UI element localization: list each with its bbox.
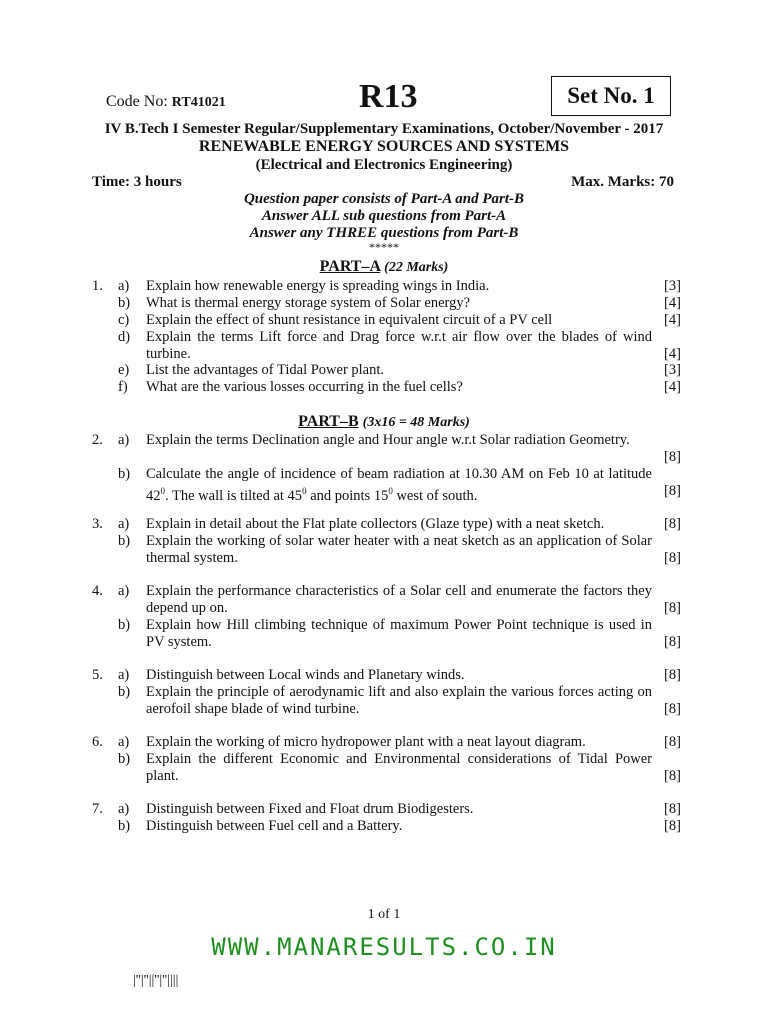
item-label: f): [118, 379, 128, 395]
question-number: 7.: [92, 801, 103, 817]
part-a-heading: [96, 258, 672, 276]
item-text: Distinguish between Fuel cell and a Battery.: [146, 818, 403, 834]
instruction-3: Answer any THREE questions from Part-B: [249, 225, 519, 241]
part-a-title: PART–A: [319, 258, 381, 275]
item-label: a): [118, 801, 130, 817]
item-marks: [8]: [664, 634, 681, 650]
item-text: Explain the working of micro hydropower plant with a neat layout diagram.: [146, 734, 586, 750]
item-label: b): [118, 751, 131, 767]
item-label: b): [118, 818, 131, 834]
instruction-1: Question paper consists of Part-A and Part-B: [243, 191, 525, 207]
item-text: Explain the terms Declination angle and Hour angle w.r.t Solar radiation Geometry.: [146, 432, 630, 448]
website-watermark: WWW.MANARESULTS.CO.IN: [211, 933, 557, 961]
item-label: b): [118, 617, 131, 633]
text-part: Calculate the angle of incidence of beam radiation at 10.30 AM on Feb 10 at latitude 42: [146, 466, 652, 504]
item-label: b): [118, 684, 131, 700]
item-marks: [8]: [664, 701, 681, 717]
question-number: 6.: [92, 734, 103, 750]
item-text: Explain the principle of aerodynamic lift and also explain the various forces acting on aerofoil shape blade of wind turbine.: [146, 684, 652, 717]
code-value: RT41021: [171, 95, 226, 110]
item-marks: [3]: [664, 362, 681, 378]
item-label: a): [118, 432, 130, 448]
question-number: 4.: [92, 583, 103, 599]
text-part: and points 15: [306, 487, 389, 504]
item-text: Explain how Hill climbing technique of maximum Power Point technique is used in PV system.: [146, 617, 652, 650]
item-label: a): [118, 583, 130, 599]
degree-sup: 0: [160, 485, 165, 496]
item-marks: [8]: [664, 768, 681, 784]
item-text: [146, 466, 652, 504]
item-marks: [4]: [664, 346, 681, 362]
item-marks: [8]: [664, 550, 681, 566]
part-b-marks: (3x16 = 48 Marks): [362, 415, 470, 430]
question-number: 3.: [92, 516, 103, 532]
degree-sup: 0: [388, 485, 393, 496]
degree-sup: 0: [302, 485, 307, 496]
item-label: a): [118, 278, 130, 294]
item-marks: [8]: [664, 734, 681, 750]
item-text: Distinguish between Fixed and Float drum Biodigesters.: [146, 801, 474, 817]
code-label: Code No:: [106, 93, 172, 110]
max-marks: Max. Marks: 70: [571, 174, 674, 190]
item-text: Explain the working of solar water heater with a neat sketch as an application of Solar thermal system.: [146, 533, 652, 566]
part-b-title: PART–B: [298, 413, 359, 430]
item-label: d): [118, 329, 131, 345]
time: Time: 3 hours: [92, 174, 182, 190]
question-number: 2.: [92, 432, 103, 448]
set-number-box: Set No. 1: [551, 76, 671, 116]
item-text: What are the various losses occurring in the fuel cells?: [146, 379, 463, 395]
page-number: 1 of 1: [367, 907, 401, 922]
exam-title: IV B.Tech I Semester Regular/Supplementary Examinations, October/November - 2017: [104, 121, 664, 137]
item-text: Explain in detail about the Flat plate collectors (Glaze type) with a neat sketch.: [146, 516, 605, 532]
item-marks: [8]: [664, 516, 681, 532]
stars-divider: *****: [369, 240, 399, 254]
item-label: e): [118, 362, 130, 378]
item-label: a): [118, 667, 130, 683]
item-text: Explain how renewable energy is spreading wings in India.: [146, 278, 490, 294]
item-marks: [8]: [664, 818, 681, 834]
item-marks: [8]: [664, 801, 681, 817]
item-marks: [4]: [664, 295, 681, 311]
item-marks: [4]: [664, 312, 681, 328]
part-b-heading: [96, 413, 672, 431]
subject-title: RENEWABLE ENERGY SOURCES AND SYSTEMS: [198, 138, 570, 155]
item-marks: [8]: [664, 449, 681, 465]
question-number: 1.: [92, 278, 103, 294]
item-label: a): [118, 516, 130, 532]
part-a-marks: (22 Marks): [384, 260, 449, 275]
text-part: . The wall is tilted at 45: [165, 487, 303, 504]
item-text: Explain the different Economic and Environmental considerations of Tidal Power plant.: [146, 751, 652, 784]
item-text: List the advantages of Tidal Power plant.: [146, 362, 385, 378]
item-marks: [8]: [664, 667, 681, 683]
question-number: 5.: [92, 667, 103, 683]
item-text: Explain the terms Lift force and Drag force w.r.t air flow over the blades of wind turbine.: [146, 329, 652, 362]
item-label: a): [118, 734, 130, 750]
barcode-text: |''|''||''|''||||: [133, 973, 179, 988]
item-marks: [3]: [664, 278, 681, 294]
item-label: b): [118, 533, 131, 549]
item-marks: [8]: [664, 600, 681, 616]
item-text: Distinguish between Local winds and Planetary winds.: [146, 667, 465, 683]
item-text: Explain the effect of shunt resistance in equivalent circuit of a PV cell: [146, 312, 553, 328]
text-part: west of south.: [392, 487, 478, 504]
regulation: R13: [359, 78, 418, 115]
item-text: What is thermal energy storage system of Solar energy?: [146, 295, 471, 311]
item-label: c): [118, 312, 130, 328]
item-label: b): [118, 295, 131, 311]
item-marks: [8]: [664, 483, 681, 499]
code-number: [106, 93, 226, 111]
branch: (Electrical and Electronics Engineering): [255, 157, 513, 173]
item-text: Explain the performance characteristics of a Solar cell and enumerate the factors they depend up on.: [146, 583, 652, 616]
item-label: b): [118, 466, 131, 482]
item-marks: [4]: [664, 379, 681, 395]
instruction-2: Answer ALL sub questions from Part-A: [261, 208, 507, 224]
